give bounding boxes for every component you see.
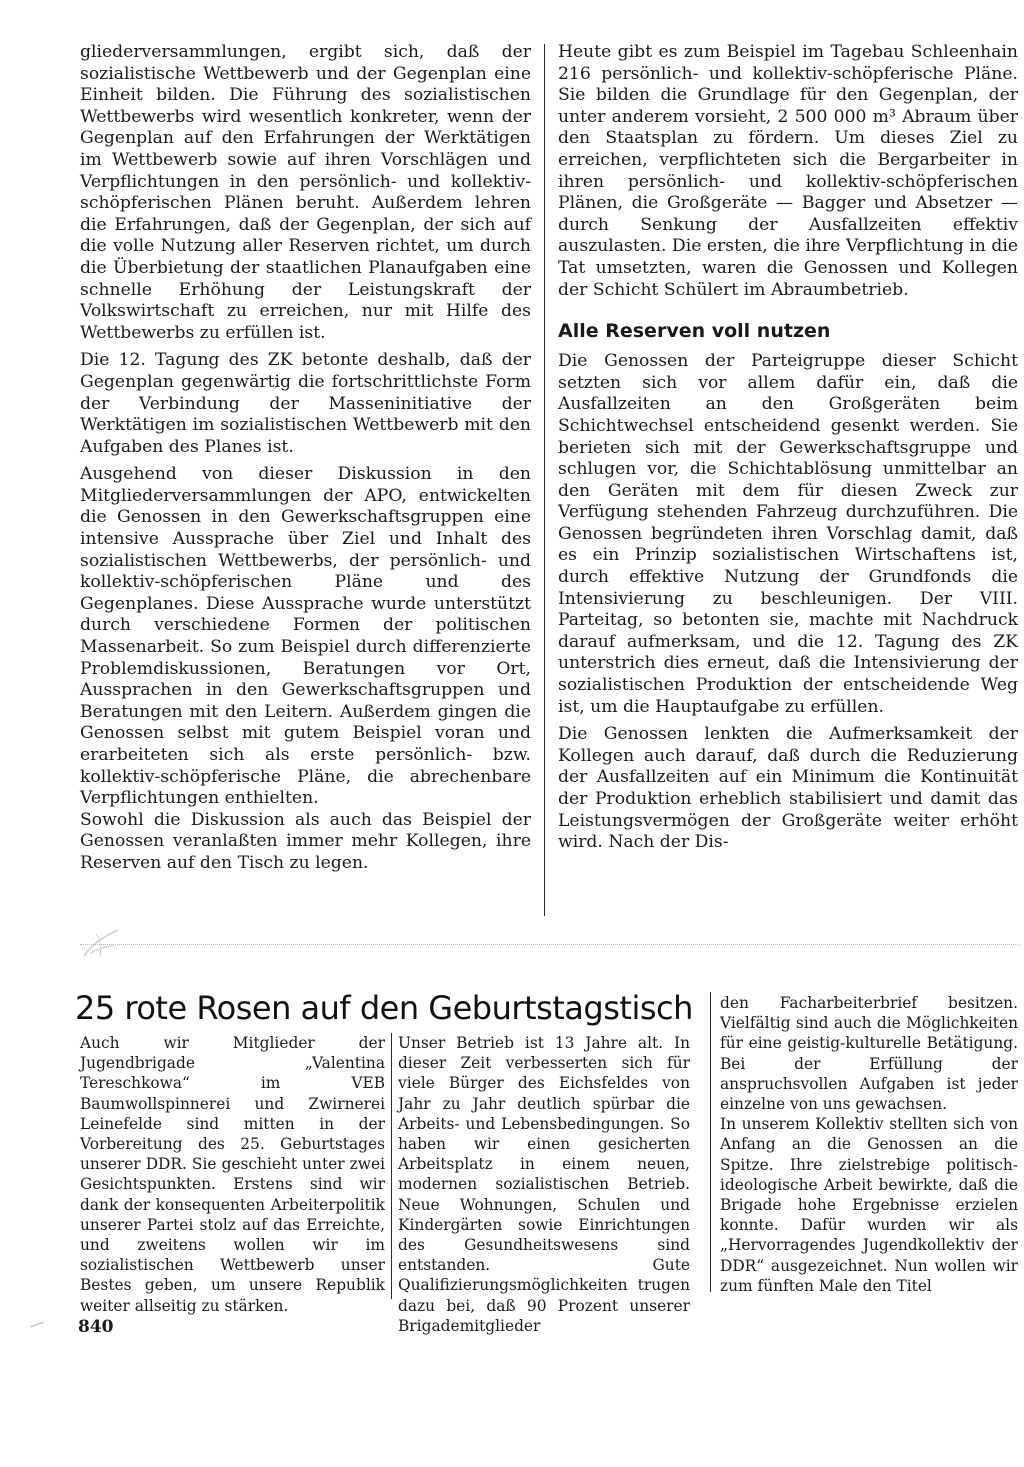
margin-mark xyxy=(30,1322,43,1328)
paragraph: In unserem Kollektiv stellten sich von Anfang an die Genossen an die Spitze. Ihre zielstrebige politisch-ideologische Arbeit bewirkte, daß die Brigade hohe Ergebnisse erzielen konnte. Dafür wurden wir als „Hervorragendes Jugendkollektiv der DDR“ ausgezeichnet. Nun wollen wir zum fünften Male den Titel xyxy=(720,1115,1018,1295)
section-separator xyxy=(80,944,1020,945)
paragraph: Unser Betrieb ist 13 Jahre alt. In dieser Zeit verbesserten sich für viele Bürger des Eichsfeldes von Jahr zu Jahr deutlich spürbar die Arbeits- und Lebensbedingungen. So haben wir einen gesicherten Arbeitsplatz in einem neuen, modernen sozialistischen Betrieb. Neue Wohnungen, Schulen und Kindergärten sowie Einrichtungen des Gesundheitswesens sind entstanden. Gute Qualifizierungsmöglichkeiten trugen dazu bei, daß 90 Prozent unserer Brigademitglieder xyxy=(398,1034,690,1335)
paragraph: Sowohl die Diskussion als auch das Beispiel der Genossen veranlaßten immer mehr Kollegen, ihre Reserven auf den Tisch zu legen. xyxy=(80,809,531,873)
paragraph: Auch wir Mitglieder der Jugendbrigade „Valentina Tereschkowa“ im VEB Baumwollspinnerei und Zwirnerei Leinefelde sind mitten in der Vorbereitung des 25. Geburtstages unserer DDR. Sie geschieht unter zwei Gesichtspunkten. Erstens sind wir dank der konsequenten Arbeiterpolitik unserer Partei stolz auf das Erreichte, und zweitens wollen wir im sozialistischen Wettbewerb unser Bestes geben, um unsere Republik weiter allseitig zu stärken. xyxy=(80,1034,385,1315)
article-column-2 xyxy=(398,1033,690,1336)
paragraph: Die Genossen lenkten die Aufmerksamkeit der Kollegen auch darauf, daß durch die Reduzierung der Ausfallzeiten auf ein Minimum die Kontinuität der Produktion erheblich stabilisiert und damit das Leistungsvermögen der Großgeräte weiter erhöht wird. Nach der Dis- xyxy=(558,724,1018,853)
article-column-divider xyxy=(391,1033,392,1299)
paragraph: gliederversammlungen, ergibt sich, daß der sozialistische Wettbewerb und der Gegenplan eine Einheit bilden. Die Führung des sozialistischen Wettbewerbs wird wesentlich konkreter, wenn der Gegenplan auf den Erfahrungen der Werktätigen im Wettbewerb sowie auf ihren Vorschlägen und Verpflichtungen in den persönlich- und kollektiv-schöpferischen Plänen beruht. Außerdem lehren die Erfahrungen, daß der Gegenplan, der sich auf die volle Nutzung aller Reserven richtet, um durch die Überbietung der staatlichen Planaufgaben eine schnelle Erhöhung der Leistungskraft der Volkswirtschaft zu erreichen, nur mit Hilfe des Wettbewerbs zu erfüllen ist. xyxy=(80,42,531,343)
paragraph: Die Genossen der Parteigruppe dieser Schicht setzten sich vor allem dafür ein, daß die Ausfallzeiten an den Großgeräten beim Schichtwechsel entscheidend gesenkt werden. Sie berieten sich mit der Gewerkschaftsgruppe und schlugen vor, die Schichtablösung unmittelbar an den Geräten mit dem für diesen Zweck zur Verfügung stehenden Fahrzeug durchzuführen. Die Genossen begründeten ihren Vorschlag damit, daß es ein Prinzip sozialistischen Wirtschaftens ist, durch effektive Nutzung der Grundfonds die Intensivierung zu beschleunigen. Der VIII. Parteitag, so betonten sie, machte mit Nachdruck darauf aufmerksam, und die 12. Tagung des ZK unterstrich dies erneut, daß die Intensivierung der sozialistischen Produktion der entscheidende Weg ist, um die Hauptaufgabe zu erfüllen. xyxy=(558,351,1018,717)
section-heading: Alle Reserven voll nutzen xyxy=(558,320,831,343)
page-number: 840 xyxy=(78,1317,114,1337)
article-column-3 xyxy=(720,993,1018,1296)
paragraph: den Facharbeiterbrief besitzen. Vielfältig sind auch die Möglichkeiten für eine geistig-kulturelle Betätigung. Bei der Erfüllung der anspruchsvollen Aufgaben ist jeder einzelne von uns gewachsen. xyxy=(720,994,1018,1114)
paragraph: Ausgehend von dieser Diskussion in den Mitgliederversammlungen der APO, entwickelten die Genossen in den Gewerkschaftsgruppen eine intensive Aussprache über Ziel und Inhalt des sozialistischen Wettbewerbs, der persönlich- und kollektiv-schöpferischen Pläne und des Gegenplanes. Diese Aussprache wurde unterstützt durch verschiedene Formen der politischen Massenarbeit. So zum Beispiel durch differenzierte Problemdiskussionen, Beratungen vor Ort, Aussprachen in den Gewerkschaftsgruppen und Beratungen mit den Leitern. Außerdem gingen die Genossen selbst mit gutem Beispiel voran und erarbeiteten sich als erste persönlich- bzw. kollektiv-schöpferische Pläne, die abrechenbare Verpflichtungen enthielten. xyxy=(80,464,531,809)
paragraph: Die 12. Tagung des ZK betonte deshalb, daß der Gegenplan gegenwärtig die fortschrittlichste Form der Verbindung der Masseninitiative der Werktätigen im sozialistischen Wettbewerb mit den Aufgaben des Planes ist. xyxy=(80,350,531,457)
right-column xyxy=(558,42,1018,860)
column-divider xyxy=(544,44,545,916)
article-title: 25 rote Rosen auf den Geburtstagstisch xyxy=(75,989,693,1027)
left-column xyxy=(80,42,531,881)
article-column-1 xyxy=(80,1033,385,1316)
decorative-mark-icon xyxy=(78,926,124,960)
article-column-divider xyxy=(710,992,711,1292)
paragraph: Heute gibt es zum Beispiel im Tagebau Schleenhain 216 persönlich- und kollektiv-schöpferische Pläne. Sie bilden die Grundlage für den Gegenplan, der unter anderem vorsieht, 2 500 000 m³ Abraum über den Staatsplan zu fördern. Um dieses Ziel zu erreichen, verpflichteten sich die Bergarbeiter in ihren persönlich- und kollektiv-schöpferischen Plänen, die Großgeräte — Bagger und Absetzer — durch Senkung der Ausfallzeiten effektiv auszulasten. Die ersten, die ihre Verpflichtung in die Tat umsetzten, waren die Genossen und Kollegen der Schicht Schülert im Abraumbetrieb. xyxy=(558,42,1018,300)
